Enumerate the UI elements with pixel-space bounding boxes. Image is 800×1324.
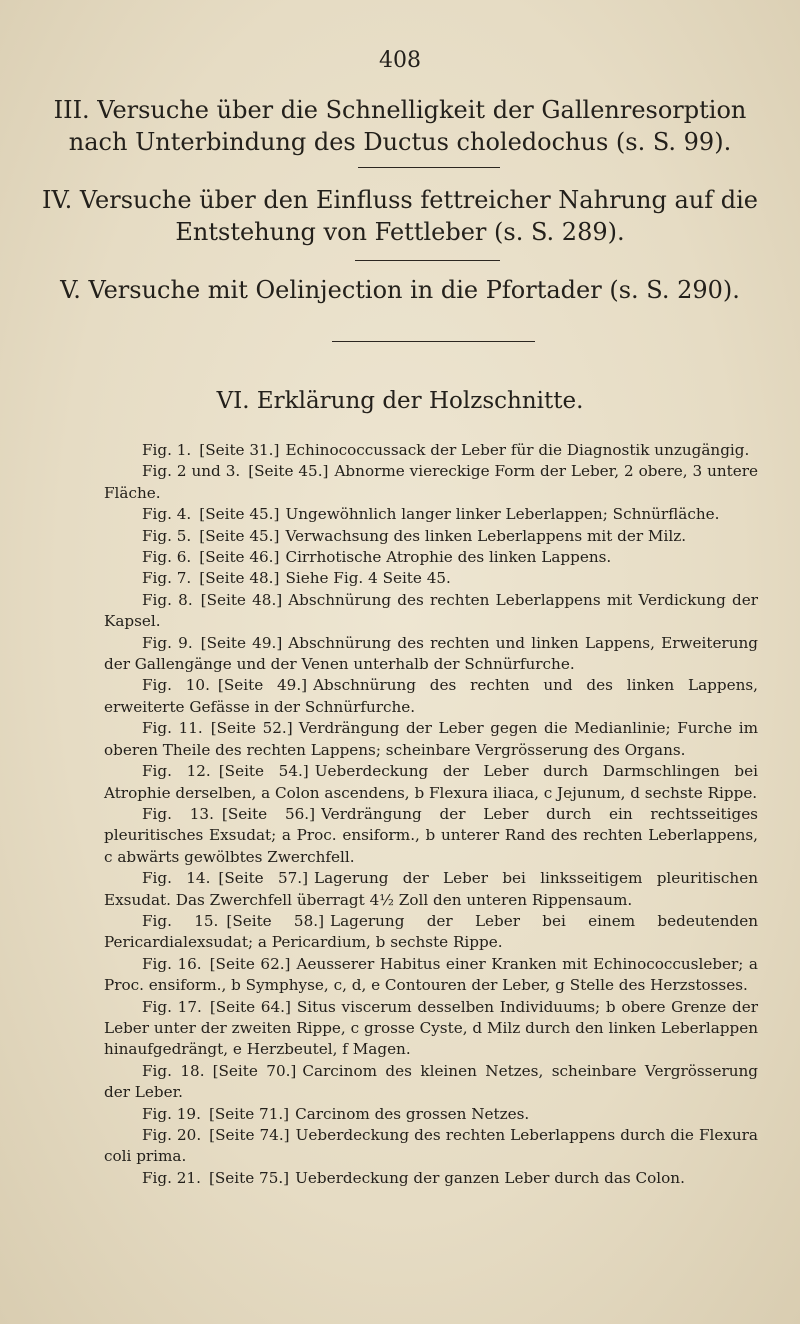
page-reference: [Seite 57.] xyxy=(218,869,309,888)
figure-number: Fig. 20. xyxy=(142,1126,202,1144)
page-reference: [Seite 45.] xyxy=(248,462,329,481)
heading-line: IV. Versuche über den Einfluss fettreicher Nahrung auf die xyxy=(42,186,758,214)
figure-description: Carcinom des kleinen Netzes, scheinbare Vergrösserung der Leber. xyxy=(104,1061,758,1102)
figure-description: Verdrängung der Leber durch ein rechtsseitiges pleuritisches Exsudat; a Proc. ensiform., b unterer Rand des rechten Leberlappens, c abwärts gewölbtes Zwerchfell. xyxy=(104,804,758,866)
page-reference: [Seite 48.] xyxy=(200,590,283,609)
divider-rule xyxy=(332,341,535,342)
figure-entry xyxy=(104,1168,758,1189)
figure-entry xyxy=(104,1061,758,1104)
figure-description: Ueberdeckung der ganzen Leber durch das Colon. xyxy=(295,1168,685,1187)
figure-description: Carcinom des grossen Netzes. xyxy=(295,1104,530,1123)
figure-number: Fig. 5. xyxy=(142,526,192,545)
figure-entry xyxy=(104,568,758,589)
page-reference: [Seite 45.] xyxy=(199,505,280,524)
figure-description: Verdrängung der Leber gegen die Medianlinie; Furche im oberen Theile des rechten Lappens; scheinbare Vergrösserung des Organs. xyxy=(104,719,758,759)
figure-entry xyxy=(104,633,758,676)
page-reference: [Seite 70.] xyxy=(212,1061,297,1080)
figure-description: Abschnürung des rechten Leberlappens mit Verdickung der Kapsel. xyxy=(104,590,758,631)
figure-description: Echinococcussack der Leber für die Diagnostik unzugängig. xyxy=(285,441,750,459)
figure-description: Ueberdeckung der Leber durch Darmschlingen bei Atrophie derselben, a Colon ascendens, b Flexura iliaca, c Jejunum, d sechste Rippe. xyxy=(104,762,758,802)
figure-entry xyxy=(104,547,758,568)
page-reference: [Seite 46.] xyxy=(199,548,280,567)
figure-number: Fig. 11. xyxy=(142,719,203,738)
page-reference: [Seite 52.] xyxy=(210,719,293,738)
figure-description: Ungewöhnlich langer linker Leberlappen; Schnürfläche. xyxy=(285,505,720,524)
figure-entry xyxy=(104,526,758,547)
figure-number: Fig. 15. xyxy=(142,911,219,930)
figure-number: Fig. 2 und 3. xyxy=(142,462,241,481)
figure-number: Fig. 4. xyxy=(142,505,192,524)
figure-entry xyxy=(104,461,758,504)
figure-number: Fig. 14. xyxy=(142,869,211,888)
page-reference: [Seite 49.] xyxy=(217,676,308,695)
heading-iii xyxy=(0,94,800,158)
figure-description: Lagerung der Leber bei einem bedeutenden Pericardialexsudat; a Pericardium, b sechste Rippe. xyxy=(104,911,758,952)
figure-entry xyxy=(104,1104,758,1125)
figure-number: Fig. 21. xyxy=(142,1168,201,1187)
figure-entry xyxy=(104,761,758,804)
heading-line: III. Versuche über die Schnelligkeit der Gallenresorption xyxy=(53,96,747,124)
heading-line: nach Unterbindung des Ductus choledochus (s. S. 99). xyxy=(68,128,732,156)
section-title: VI. Erklärung der Holzschnitte. xyxy=(216,388,584,414)
heading-iv xyxy=(0,184,800,248)
figure-number: Fig. 17. xyxy=(142,997,202,1016)
figure-number: Fig. 13. xyxy=(142,804,214,823)
figure-description: Verwachsung des linken Leberlappens mit der Milz. xyxy=(285,526,687,545)
heading-v xyxy=(0,274,800,306)
figure-entry xyxy=(104,504,758,525)
figure-entry xyxy=(104,911,758,954)
figure-entry xyxy=(104,675,758,718)
figure-entry xyxy=(104,954,758,997)
figure-entry xyxy=(104,1125,758,1168)
figure-entry xyxy=(104,997,758,1061)
figure-description: Cirrhotische Atrophie des linken Lappens. xyxy=(285,548,612,567)
page-reference: [Seite 64.] xyxy=(209,997,291,1016)
heading-line: V. Versuche mit Oelinjection in die Pfortader (s. S. 290). xyxy=(60,276,740,304)
figure-description: Situs viscerum desselben Individuums; b obere Grenze der Leber unter der zweiten Rippe, c grosse Cyste, d Milz durch den linken Leberlappen hinaufgedrängt, e Herzbeutel, f Magen. xyxy=(104,997,758,1059)
figure-description: Aeusserer Habitus einer Kranken mit Echinococcusleber; a Proc. ensiform., b Symphyse, c, d, e Contouren der Leber, g Stelle des Herzstosses. xyxy=(104,954,758,995)
figure-entry xyxy=(104,868,758,911)
page-reference: [Seite 31.] xyxy=(199,441,280,459)
page-reference: [Seite 58.] xyxy=(226,911,325,930)
divider-rule xyxy=(358,167,500,168)
page-reference: [Seite 48.] xyxy=(199,569,280,588)
figure-description: Siehe Fig. 4 Seite 45. xyxy=(285,569,451,588)
figure-number: Fig. 19. xyxy=(142,1104,201,1123)
page-number: 408 xyxy=(379,48,421,73)
divider-rule xyxy=(355,260,500,261)
heading-line: Entstehung von Fettleber (s. S. 289). xyxy=(175,218,625,246)
page-reference: [Seite 71.] xyxy=(208,1104,290,1123)
figure-entry xyxy=(104,718,758,761)
figure-entry xyxy=(104,440,758,461)
page-reference: [Seite 54.] xyxy=(218,762,309,781)
figure-number: Fig. 6. xyxy=(142,548,192,567)
figure-description: Abnorme viereckige Form der Leber, 2 obere, 3 untere Fläche. xyxy=(104,462,758,502)
figure-number: Fig. 8. xyxy=(142,590,193,609)
page-reference: [Seite 62.] xyxy=(209,954,291,973)
figure-description: Ueberdeckung des rechten Leberlappens durch die Flexura coli prima. xyxy=(104,1126,758,1166)
figure-entry xyxy=(104,590,758,633)
figure-number: Fig. 18. xyxy=(142,1061,205,1080)
figure-list xyxy=(104,440,758,1189)
page-reference: [Seite 75.] xyxy=(208,1168,290,1187)
page-reference: [Seite 45.] xyxy=(199,526,280,545)
figure-number: Fig. 12. xyxy=(142,762,211,781)
page-reference: [Seite 56.] xyxy=(221,804,316,823)
page-reference: [Seite 49.] xyxy=(200,633,283,652)
figure-description: Lagerung der Leber bei linksseitigem pleuritischen Exsudat. Das Zwerchfell überragt 4½ Zoll den unteren Rippensaum. xyxy=(104,869,758,909)
page-reference: [Seite 74.] xyxy=(209,1126,290,1144)
figure-entry xyxy=(104,804,758,868)
figure-description: Abschnürung des rechten und linken Lappens, Erweiterung der Gallengänge und der Venen unterhalb der Schnürfurche. xyxy=(104,633,758,674)
figure-number: Fig. 9. xyxy=(142,633,193,652)
figure-number: Fig. 16. xyxy=(142,954,202,973)
figure-number: Fig. 1. xyxy=(142,441,192,459)
figure-number: Fig. 7. xyxy=(142,569,192,588)
figure-description: Abschnürung des rechten und des linken Lappens, erweiterte Gefässe in der Schnürfurche. xyxy=(104,676,758,716)
figure-number: Fig. 10. xyxy=(142,676,210,695)
